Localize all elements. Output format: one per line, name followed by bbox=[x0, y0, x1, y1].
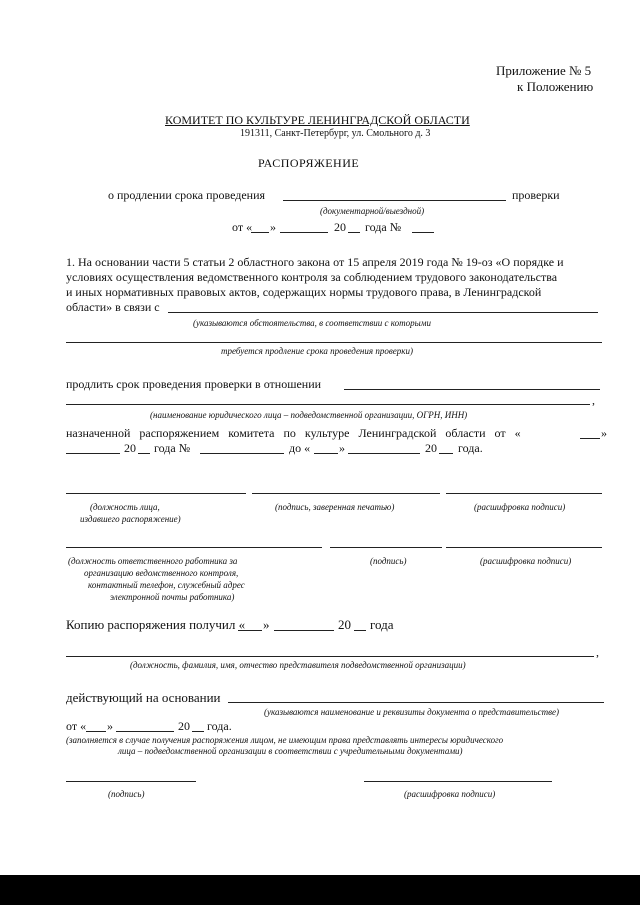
issuer-decoding-caption: (расшифровка подписи) bbox=[474, 502, 566, 512]
recipient-decoding-field[interactable] bbox=[364, 781, 552, 782]
appointed-line1: назначенной распоряжением комитета по культуре Ленинградской области от « bbox=[66, 426, 521, 440]
copy-close-quote: » bbox=[263, 617, 270, 632]
committee-name: КОМИТЕТ ПО КУЛЬТУРЕ ЛЕНИНГРАДСКОЙ ОБЛАСТИ bbox=[165, 113, 470, 127]
committee-address: 191311, Санкт-Петербург, ул. Смольного д. 3 bbox=[240, 128, 431, 139]
date-close-quote: » bbox=[270, 220, 276, 234]
appointed-do: до « bbox=[289, 441, 311, 455]
acting-note-1: (заполняется в случае получения распоряжения лицом, не имеющим права представлять интересы юридического bbox=[66, 735, 504, 745]
appointed-number-field[interactable] bbox=[200, 453, 284, 454]
appointed-close-quote: » bbox=[601, 426, 607, 440]
acting-text: действующий на основании bbox=[66, 690, 221, 705]
para1-line2: условиях осуществления ведомственного контроля за соблюдением трудового законодательства bbox=[66, 270, 558, 284]
extend-text: продлить срок проведения проверки в отношении bbox=[66, 377, 322, 391]
date-month-field[interactable] bbox=[280, 232, 328, 233]
recipient-decoding-caption: (расшифровка подписи) bbox=[404, 789, 496, 799]
appointed-goda-no: года № bbox=[154, 441, 191, 455]
issuer-signature-caption: (подпись, заверенная печатью) bbox=[275, 502, 395, 512]
date-ot: от « bbox=[232, 220, 253, 234]
date-goda-no: года № bbox=[365, 220, 402, 234]
acting-day-field[interactable] bbox=[86, 731, 106, 732]
appointed-month-field[interactable] bbox=[66, 453, 120, 454]
until-month-field[interactable] bbox=[348, 453, 420, 454]
until-year-prefix: 20 bbox=[425, 441, 437, 455]
organization-field-2[interactable] bbox=[66, 404, 590, 405]
extend-comma: , bbox=[592, 393, 595, 407]
acting-year-field[interactable] bbox=[192, 731, 204, 732]
acting-ot: от « bbox=[66, 719, 87, 733]
date-year-field[interactable] bbox=[348, 232, 360, 233]
issuer-position-caption: (должность лица, bbox=[90, 502, 160, 512]
acting-note-2: лица – подведомственной организации в соответствии с учредительными документами) bbox=[118, 746, 463, 756]
until-goda: года. bbox=[458, 441, 483, 455]
circumstances-field-2[interactable] bbox=[66, 342, 602, 343]
para1-line3: и иных нормативных правовых актов, содержащих нормы трудового права, в Ленинградской bbox=[66, 285, 542, 299]
copy-day-field[interactable] bbox=[238, 630, 262, 631]
copy-year-prefix: 20 bbox=[338, 617, 351, 632]
appointed-year-field[interactable] bbox=[138, 453, 150, 454]
circumstances-field[interactable] bbox=[168, 312, 598, 313]
representative-caption: (должность, фамилия, имя, отчество представителя подведомственной организации) bbox=[130, 660, 466, 670]
order-number-field[interactable] bbox=[412, 232, 434, 233]
date-day-field[interactable] bbox=[251, 232, 269, 233]
responsible-caption-4: электронной почты работника) bbox=[110, 592, 235, 602]
responsible-signature-field[interactable] bbox=[330, 547, 442, 548]
issuer-signature-field[interactable] bbox=[252, 493, 440, 494]
para1-line4: области» в связи с bbox=[66, 300, 160, 314]
inspection-type-field[interactable] bbox=[283, 200, 506, 201]
issuer-position-caption-2: издавшего распоряжение) bbox=[80, 514, 181, 524]
date-year-prefix: 20 bbox=[334, 220, 346, 234]
extension-text-right: проверки bbox=[512, 188, 560, 202]
representative-comma: , bbox=[596, 645, 599, 659]
para1-line1: 1. На основании части 5 статьи 2 областного закона от 15 апреля 2019 года № 19-оз «О порядке и bbox=[66, 255, 564, 269]
appendix-number: Приложение № 5 bbox=[496, 63, 592, 78]
acting-year-prefix: 20 bbox=[178, 719, 190, 733]
appointed-day-field[interactable] bbox=[580, 438, 600, 439]
responsible-signature-caption: (подпись) bbox=[370, 556, 407, 566]
acting-close-quote: » bbox=[107, 719, 113, 733]
responsible-position-field[interactable] bbox=[66, 547, 322, 548]
recipient-signature-field[interactable] bbox=[66, 781, 196, 782]
until-day-field[interactable] bbox=[314, 453, 338, 454]
copy-text: Копию распоряжения получил « bbox=[66, 617, 246, 632]
copy-year-field[interactable] bbox=[354, 630, 366, 631]
issuer-decoding-field[interactable] bbox=[446, 493, 602, 494]
organization-field[interactable] bbox=[344, 389, 600, 390]
responsible-caption-3: контактный телефон, служебный адрес bbox=[88, 580, 245, 590]
organization-caption: (наименование юридического лица – подведомственной организации, ОГРН, ИНН) bbox=[150, 410, 468, 420]
document-title: РАСПОРЯЖЕНИЕ bbox=[258, 156, 360, 170]
until-close-quote: » bbox=[339, 441, 345, 455]
responsible-caption-1: (должность ответственного работника за bbox=[68, 556, 238, 566]
until-year-field[interactable] bbox=[439, 453, 453, 454]
responsible-decoding-caption: (расшифровка подписи) bbox=[480, 556, 572, 566]
representative-field[interactable] bbox=[66, 656, 594, 657]
appointed-year-prefix: 20 bbox=[124, 441, 136, 455]
circumstances-caption-2: требуется продление срока проведения проверки) bbox=[221, 346, 413, 356]
responsible-decoding-field[interactable] bbox=[446, 547, 602, 548]
basis-document-caption: (указываются наименование и реквизиты документа о представительстве) bbox=[264, 707, 560, 717]
scan-border bbox=[0, 875, 640, 905]
responsible-caption-2: организацию ведомственного контроля, bbox=[84, 568, 239, 578]
circumstances-caption: (указываются обстоятельства, в соответствии с которыми bbox=[193, 318, 431, 328]
copy-month-field[interactable] bbox=[274, 630, 334, 631]
acting-month-field[interactable] bbox=[116, 731, 174, 732]
inspection-type-caption: (документарной/выездной) bbox=[320, 206, 425, 216]
recipient-signature-caption: (подпись) bbox=[108, 789, 145, 799]
extension-text: о продлении срока проведения bbox=[108, 188, 266, 202]
copy-goda: года bbox=[370, 617, 394, 632]
acting-goda: года. bbox=[207, 719, 232, 733]
appendix-to: к Положению bbox=[517, 79, 594, 94]
issuer-position-field[interactable] bbox=[66, 493, 246, 494]
basis-document-field[interactable] bbox=[228, 702, 604, 703]
